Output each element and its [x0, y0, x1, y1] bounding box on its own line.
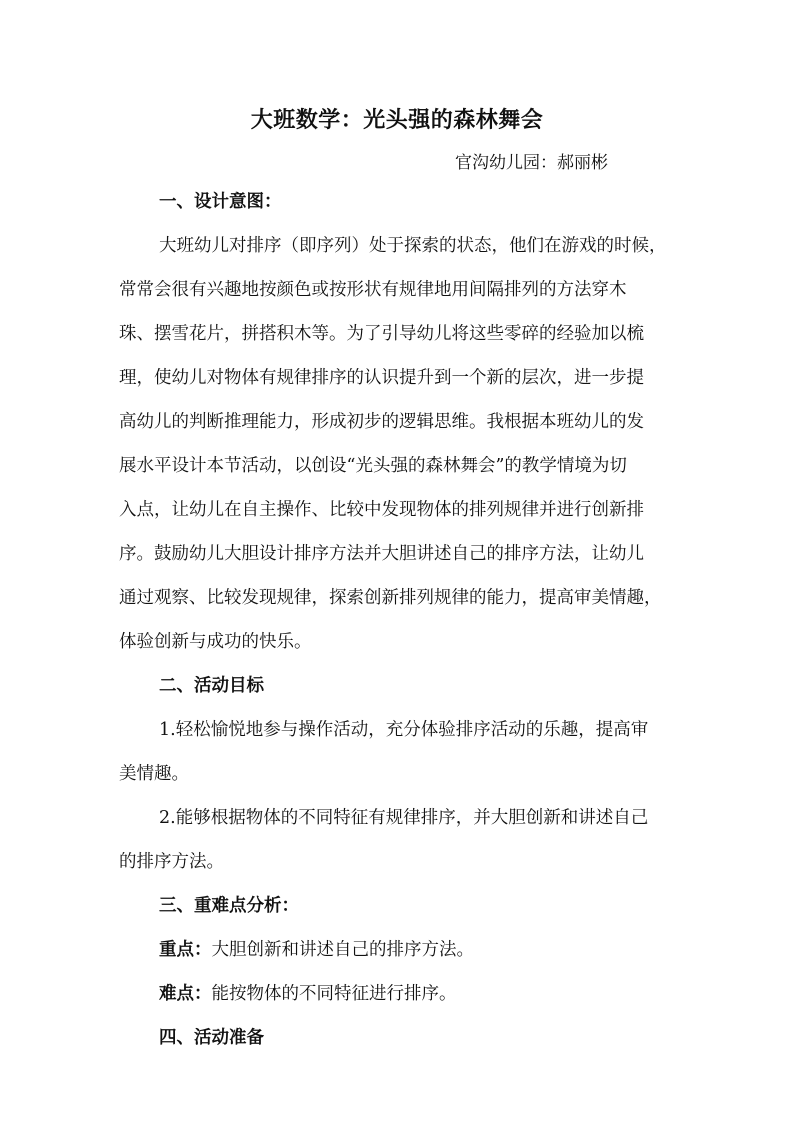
difficulty-text: 能按物体的不同特征进行排序。	[211, 984, 457, 1004]
key-point-label: 重点：	[159, 940, 212, 960]
goal-line: 的排序方法。	[119, 852, 224, 872]
paragraph-line: 高幼儿的判断推理能力，形成初步的逻辑思维。我根据本班幼儿的发	[119, 412, 644, 432]
paragraph-line: 入点，让幼儿在自主操作、比较中发现物体的排列规律并进行创新排	[119, 500, 644, 520]
difficulty-line	[159, 982, 457, 1006]
paragraph-line: 大班幼儿对排序（即序列）处于探索的状态，他们在游戏的时候，	[159, 236, 667, 256]
paragraph-line: 展水平设计本节活动，以创设“光头强的森林舞会”的教学情境为切	[119, 456, 627, 476]
goal-line: 1.轻松愉悦地参与操作活动，充分体验排序活动的乐趣，提高审	[159, 720, 649, 740]
goal-line: 2.能够根据物体的不同特征有规律排序，并大胆创新和讲述自己	[159, 808, 649, 828]
section-heading-activity-prep: 四、活动准备	[159, 1028, 264, 1048]
key-point-text: 大胆创新和讲述自己的排序方法。	[211, 940, 474, 960]
paragraph-line: 通过观察、比较发现规律，探索创新排列规律的能力，提高审美情趣，	[119, 588, 662, 608]
document-author: 官沟幼儿园：郝丽彬	[455, 153, 608, 173]
goal-line: 美情趣。	[119, 764, 189, 784]
paragraph-line: 常常会很有兴趣地按颜色或按形状有规律地用间隔排列的方法穿木	[119, 280, 627, 300]
paragraph-line: 理，使幼儿对物体有规律排序的认识提升到一个新的层次，进一步提	[119, 368, 644, 388]
key-point-line	[159, 938, 474, 962]
section-heading-activity-goals: 二、活动目标	[159, 676, 264, 696]
document-title: 大班数学：光头强的森林舞会	[250, 107, 544, 133]
difficulty-label: 难点：	[159, 984, 212, 1004]
paragraph-line: 体验创新与成功的快乐。	[119, 632, 312, 652]
paragraph-line: 珠、摆雪花片，拼搭积木等。为了引导幼儿将这些零碎的经验加以梳	[119, 324, 644, 344]
section-heading-design-intent: 一、设计意图：	[159, 192, 282, 212]
paragraph-line: 序。鼓励幼儿大胆设计排序方法并大胆讲述自己的排序方法，让幼儿	[119, 544, 644, 564]
section-heading-key-difficulties: 三、重难点分析：	[159, 896, 299, 916]
